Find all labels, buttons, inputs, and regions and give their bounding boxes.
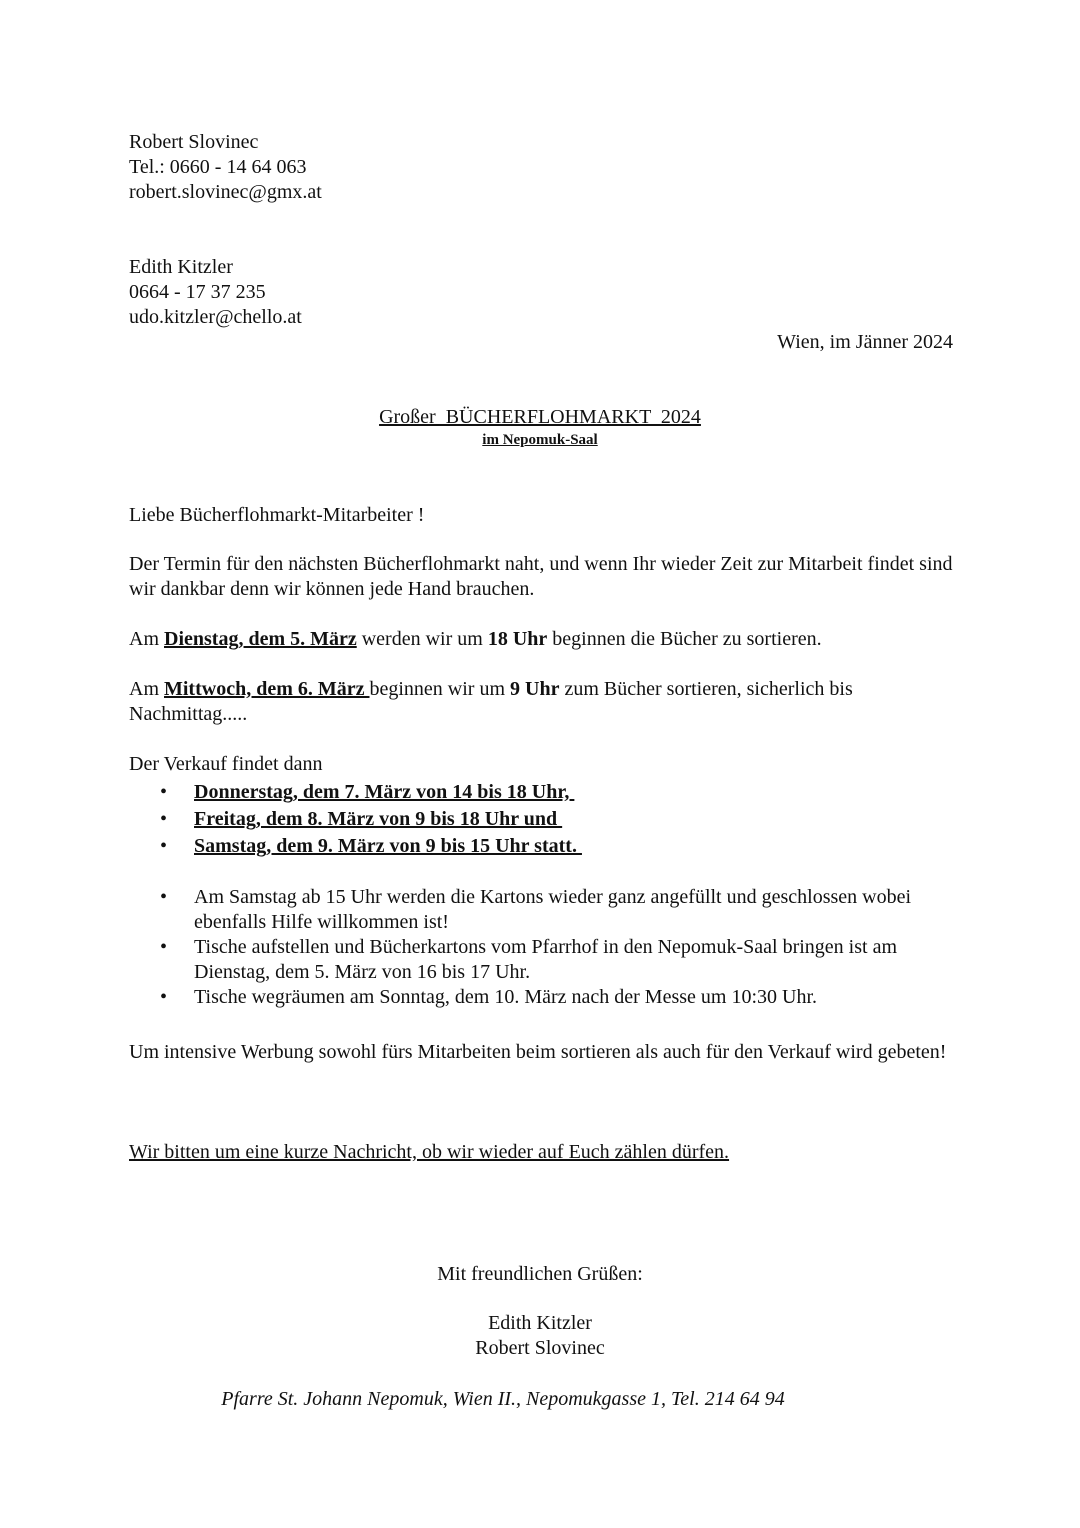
intro-paragraph: Der Termin für den nächsten Bücherflohmarkt naht, und wenn Ihr wieder Zeit zur Mitarbeit findet sind wir dankbar denn wir können jede Hand brauchen. xyxy=(129,553,953,600)
request-line xyxy=(129,1140,729,1165)
tuesday-time: 18 Uhr xyxy=(487,628,548,650)
footer-address: Pfarre St. Johann Nepomuk, Wien II., Nepomukgasse 1, Tel. 214 64 94 xyxy=(221,1388,785,1410)
salutation: Liebe Bücherflohmarkt-Mitarbeiter ! xyxy=(129,504,425,526)
sale-day-saturday: Samstag, dem 9. März von 9 bis 15 Uhr statt. xyxy=(194,835,582,857)
list-item xyxy=(129,833,959,860)
note-saturday-packing: Am Samstag ab 15 Uhr werden die Kartons wieder ganz angefüllt und geschlossen wobei ebenfalls Hilfe willkommen ist! xyxy=(194,886,912,933)
sender-1-email: robert.slovinec@gmx.at xyxy=(129,181,322,203)
tuesday-day: Dienstag, dem 5. März xyxy=(164,628,357,650)
wednesday-day: Mittwoch, dem 6. März xyxy=(164,678,370,700)
tuesday-pre: Am xyxy=(129,628,164,650)
list-item xyxy=(129,935,959,985)
page-title-block xyxy=(0,405,1080,430)
wednesday-post: zum Bücher sortieren, sicherlich bis Nachmittag..... xyxy=(129,678,853,725)
closing: Mit freundlichen Grüßen: xyxy=(437,1263,643,1285)
tuesday-mid: werden wir um xyxy=(356,628,488,650)
sender-1-name: Robert Slovinec xyxy=(129,131,259,153)
request-text: Wir bitten um eine kurze Nachricht, ob wir wieder auf Euch zählen dürfen. xyxy=(129,1141,730,1163)
signatory-2: Robert Slovinec xyxy=(475,1337,605,1359)
list-item xyxy=(129,806,959,833)
signatory-1: Edith Kitzler xyxy=(488,1312,592,1334)
note-clear-tables: Tische wegräumen am Sonntag, dem 10. März nach der Messe um 10:30 Uhr. xyxy=(194,986,818,1008)
tuesday-post: beginnen die Bücher zu sortieren. xyxy=(547,628,822,650)
wednesday-time: 9 Uhr xyxy=(510,678,560,700)
list-item xyxy=(129,985,959,1010)
advertising-paragraph: Um intensive Werbung sowohl fürs Mitarbeiten beim sortieren als auch für den Verkauf wird gebeten! xyxy=(129,1041,947,1063)
tuesday-paragraph xyxy=(129,627,959,652)
sale-days-list xyxy=(129,779,959,860)
sender-2-email: udo.kitzler@chello.at xyxy=(129,306,302,328)
sender-2-name: Edith Kitzler xyxy=(129,256,233,278)
sender-1-block xyxy=(129,130,322,205)
sale-day-thursday: Donnerstag, dem 7. März von 14 bis 18 Uhr, xyxy=(194,781,575,803)
note-setup-tables: Tische aufstellen und Bücherkartons vom Pfarrhof in den Nepomuk-Saal bringen ist am Dienstag, dem 5. März von 16 bis 17 Uhr. xyxy=(194,936,898,983)
sender-2-phone: 0664 - 17 37 235 xyxy=(129,281,266,303)
notes-list xyxy=(129,885,959,1010)
sale-intro: Der Verkauf findet dann xyxy=(129,753,323,775)
wednesday-pre: Am xyxy=(129,678,164,700)
page-subtitle: im Nepomuk-Saal xyxy=(482,432,598,448)
wednesday-mid: beginnen wir um xyxy=(369,678,511,700)
list-item xyxy=(129,885,959,935)
list-item xyxy=(129,779,959,806)
date-line: Wien, im Jänner 2024 xyxy=(777,331,953,353)
sender-1-phone: Tel.: 0660 - 14 64 063 xyxy=(129,156,307,178)
signatories xyxy=(0,1311,1080,1361)
wednesday-paragraph xyxy=(129,677,929,727)
sale-day-friday: Freitag, dem 8. März von 9 bis 18 Uhr und xyxy=(194,808,563,830)
subtitle-block xyxy=(0,430,1080,450)
sender-2-block xyxy=(129,255,302,330)
page-title: Großer BÜCHERFLOHMARKT 2024 xyxy=(379,406,701,428)
